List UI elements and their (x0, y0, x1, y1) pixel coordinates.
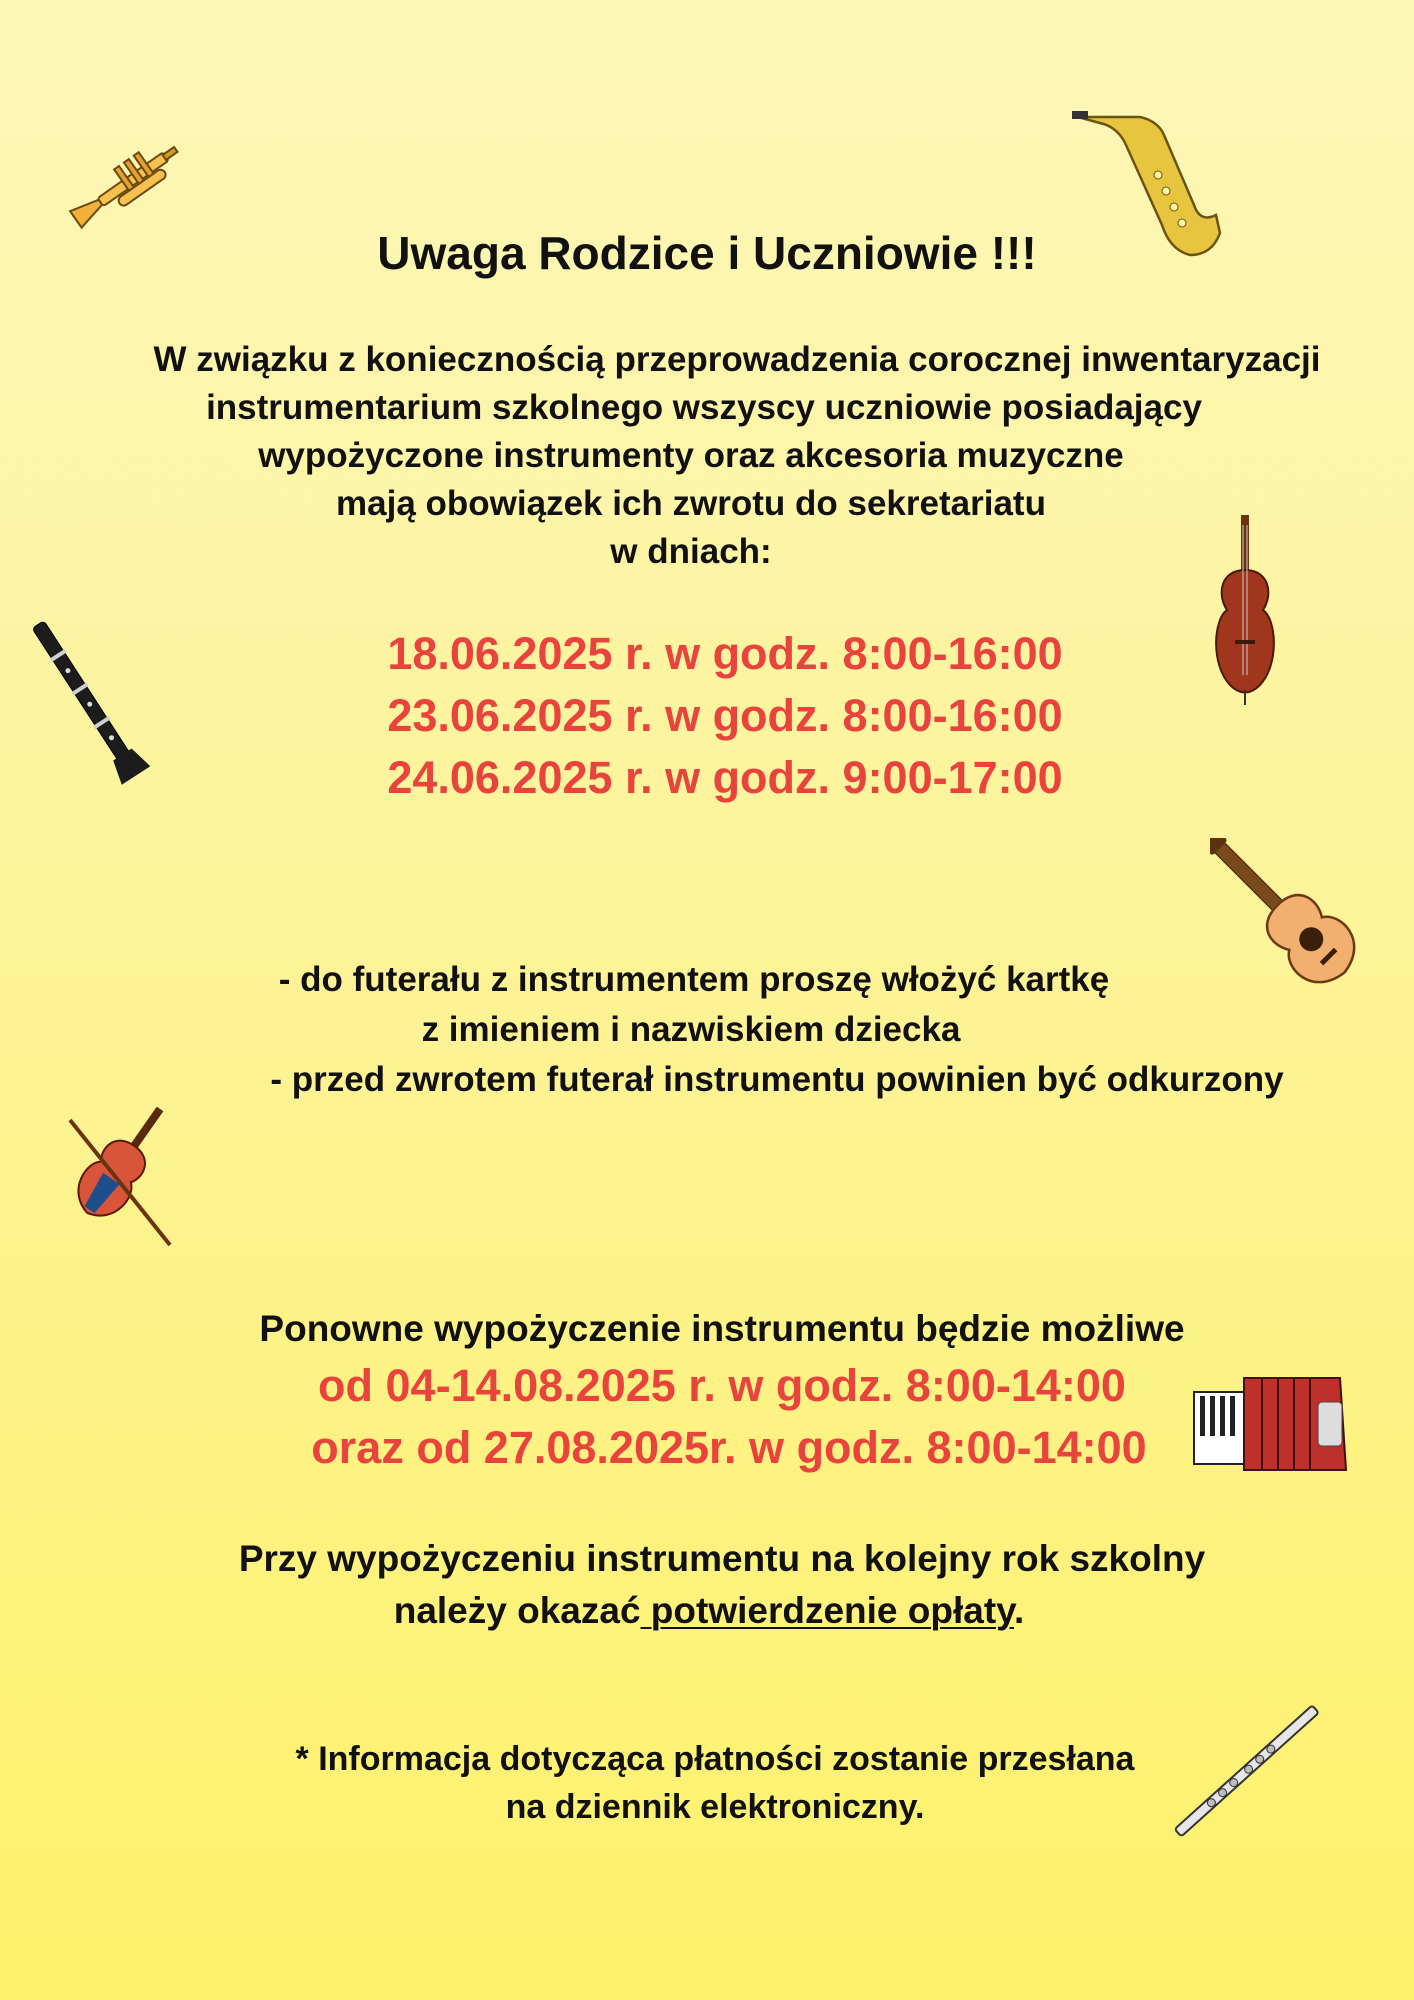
payment-prefix: należy okazać (393, 1590, 641, 1631)
rental-date-1: od 04-14.08.2025 r. w godz. 8:00-14:00 (318, 1360, 1126, 1411)
instruction-3: - przed zwrotem futerał instrumentu powinien być odkurzony (270, 1060, 1284, 1099)
rental-heading: Ponowne wypożyczenie instrumentu będzie możliwe (259, 1308, 1185, 1349)
return-date-3: 24.06.2025 r. w godz. 9:00-17:00 (387, 752, 1063, 803)
cello-icon (1205, 515, 1285, 705)
guitar-icon (1210, 838, 1380, 1008)
intro-line-5: w dniach: (610, 532, 772, 571)
footnote-line-1: * Informacja dotycząca płatności zostanie przesłana (295, 1740, 1135, 1778)
footnote-line-2: na dziennik elektroniczny. (505, 1788, 925, 1826)
payment-line-2 (2, 1590, 1414, 1632)
saxophone-icon (1070, 105, 1230, 275)
payment-line-1: Przy wypożyczeniu instrumentu na kolejny rok szkolny (238, 1538, 1206, 1579)
intro-line-3: wypożyczone instrumenty oraz akcesoria muzyczne (258, 436, 1124, 475)
intro-line-4: mają obowiązek ich zwrotu do sekretariatu (336, 484, 1046, 523)
flute-icon (1160, 1680, 1335, 1865)
return-date-1: 18.06.2025 r. w godz. 8:00-16:00 (387, 628, 1063, 679)
payment-suffix: . (1014, 1590, 1025, 1631)
page-title: Uwaga Rodzice i Uczniowie !!! (377, 227, 1037, 279)
payment-confirmation-text: potwierdzenie opłaty (640, 1590, 1014, 1631)
clarinet-icon (20, 605, 155, 795)
accordion-icon (1192, 1372, 1352, 1477)
violin-icon (50, 1100, 180, 1250)
instruction-2: z imieniem i nazwiskiem dziecka (421, 1010, 961, 1049)
instruction-1: - do futerału z instrumentem proszę włożyć kartkę (278, 960, 1110, 999)
intro-line-1: W związku z koniecznością przeprowadzenia corocznej inwentaryzacji (153, 340, 1321, 379)
intro-line-2: instrumentarium szkolnego wszyscy uczniowie posiadający (206, 388, 1202, 427)
trumpet-icon (55, 120, 195, 250)
rental-date-2: oraz od 27.08.2025r. w godz. 8:00-14:00 (311, 1422, 1147, 1473)
return-date-2: 23.06.2025 r. w godz. 8:00-16:00 (387, 690, 1063, 741)
